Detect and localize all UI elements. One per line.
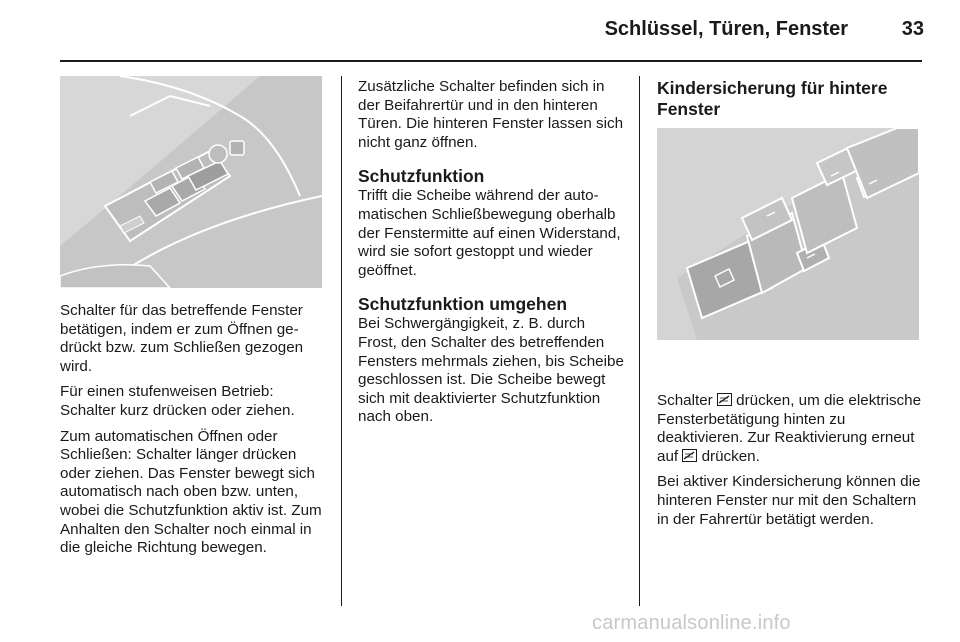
text-run: drücken, um die elektrische Fensterbetätigung hinten zu deaktivieren. Zur Reaktivierung erneut auf bbox=[657, 392, 922, 465]
child-lock-icon bbox=[682, 449, 697, 462]
paragraph: Trifft die Scheibe während der automatischen Schließbewegung oberhalb der Fenstermitte auf einen Widerstand, wird sie sofort gestoppt und wieder geöffnet. bbox=[358, 187, 621, 279]
column-1 bbox=[60, 302, 326, 565]
watermark: carmanualsonline.info bbox=[592, 612, 791, 634]
paragraph: Für einen stufenweisen Betrieb: Schalter kurz drücken oder ziehen. bbox=[60, 383, 295, 419]
child-lock-icon bbox=[717, 393, 732, 406]
section-heading-schutzfunktion-umgehen: Schutzfunktion umgehen bbox=[358, 294, 568, 315]
header-title: Schlüssel, Türen, Fenster bbox=[604, 18, 848, 40]
header-rule bbox=[60, 60, 922, 62]
paragraph: Bei Schwergängigkeit, z. B. durch Frost, den Schalter des betreffenden Fensters mehrmals ziehen, bis Scheibe geschlossen ist. Die Scheibe bewegt sich mit deaktivierter Schutzfunktion nach oben. bbox=[358, 315, 624, 426]
paragraph: Zum automatischen Öffnen oder Schließen: Schalter länger drücken oder ziehen. Das Fenster bewegt sich automatisch nach oben bzw. unten, wobei die Schutzfunktion aktiv ist. Zum Anhalten den Schalter noch einmal in die gleiche Richtung bewegen. bbox=[60, 427, 322, 557]
column-divider-left bbox=[341, 76, 342, 606]
section-heading-schutzfunktion: Schutzfunktion bbox=[358, 166, 485, 187]
column-2 bbox=[358, 78, 626, 434]
section-heading-kindersicherung: Kindersicherung für hintere Fenster bbox=[657, 78, 888, 119]
child-lock-switch-illustration bbox=[657, 128, 919, 340]
paragraph: Bei aktiver Kindersicherung können die hinteren Fenster nur mit den Schaltern in der Fahrertür betätigt werden. bbox=[657, 473, 921, 528]
text-run: drücken. bbox=[697, 447, 760, 465]
paragraph: Zusätzliche Schalter befinden sich in der Beifahrertür und in den hinteren Türen. Die hinteren Fenster lassen sich nicht ganz öffnen. bbox=[358, 78, 624, 151]
page-number: 33 bbox=[901, 18, 924, 40]
paragraph bbox=[657, 392, 923, 466]
text-run: Schalter bbox=[657, 392, 717, 409]
door-switch-illustration bbox=[60, 76, 322, 288]
column-divider-right bbox=[639, 76, 640, 606]
paragraph: Schalter für das betreffende Fenster betätigen, indem er zum Öffnen gedrückt bzw. zum Schließen gezogen wird. bbox=[60, 302, 304, 375]
